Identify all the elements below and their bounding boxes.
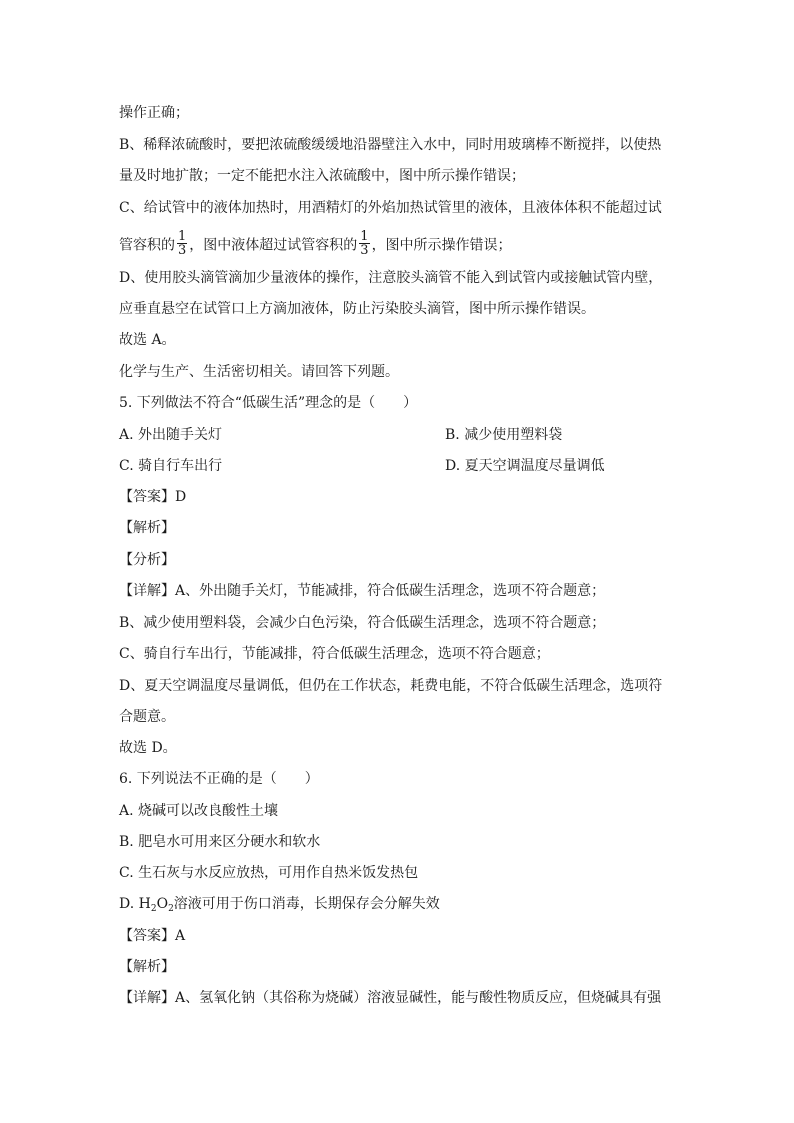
analysis-heading: 【解析】 — [119, 520, 175, 536]
subscript: 2 — [168, 904, 174, 914]
option-6c: C. 生石灰与水反应放热，可用作自热米饭发热包 — [119, 865, 419, 881]
answer-5: 【答案】D — [119, 489, 187, 505]
detail-line: 【详解】A、氢氧化钠（其俗称为烧碱）溶液显碱性，能与酸性物质反应，但烧碱具有强 — [119, 990, 662, 1006]
option-6d — [119, 894, 440, 914]
detail-line: D、夏天空调温度尽量调低，但仍在工作状态，耗费电能，不符合低碳生活理念，选项符 — [119, 678, 663, 694]
text-segment: ，图中所示操作错误； — [371, 237, 512, 254]
fraction-one-third — [177, 230, 187, 257]
option-5d: D. 夏天空调温度尽量调低 — [445, 458, 605, 474]
detail-line: 合题意。 — [119, 709, 175, 725]
fraction-numerator: 1 — [360, 229, 369, 244]
fraction-one-third — [359, 230, 369, 257]
text-line-with-fractions — [119, 229, 512, 259]
text-line: 操作正确； — [119, 105, 189, 121]
answer-6: 【答案】A — [119, 928, 186, 944]
text-segment: 溶液可用于伤口消毒，长期保存会分解失效 — [173, 896, 440, 912]
text-line: 量及时地扩散；一定不能把水注入浓硫酸中，图中所示操作错误； — [119, 168, 525, 184]
text-line: 化学与生产、生活密切相关。请回答下列题。 — [119, 364, 399, 380]
fraction-denominator: 3 — [178, 243, 187, 258]
question-6: 6. 下列说法不正确的是（ ） — [119, 771, 319, 787]
text-segment: O — [156, 896, 169, 912]
text-segment: 管容积的 — [119, 237, 175, 254]
fraction-denominator: 3 — [360, 243, 369, 258]
text-line: B、稀释浓硫酸时，要把浓硫酸缓缓地沿器壁注入水中，同时用玻璃棒不断搅拌，以使热 — [119, 137, 662, 153]
text-line: C、给试管中的液体加热时，用酒精灯的外焰加热试管里的液体，且液体体积不能超过试 — [119, 200, 662, 216]
detail-line: C、骑自行车出行，节能减排，符合低碳生活理念，选项不符合题意； — [119, 646, 550, 662]
detail-line: B、减少使用塑料袋，会减少白色污染，符合低碳生活理念，选项不符合题意； — [119, 615, 606, 631]
option-6b: B. 肥皂水可用来区分硬水和软水 — [119, 834, 321, 850]
option-5c: C. 骑自行车出行 — [119, 458, 223, 474]
fraction-numerator: 1 — [178, 229, 187, 244]
text-segment: D. H — [119, 896, 151, 912]
option-5b: B. 减少使用塑料袋 — [445, 427, 563, 443]
conclusion-5: 故选 D。 — [119, 740, 177, 756]
analysis-subheading: 【分析】 — [119, 552, 175, 568]
text-line: D、使用胶头滴管滴加少量液体的操作，注意胶头滴管不能入到试管内或接触试管内壁， — [119, 270, 663, 286]
text-line: 故选 A。 — [119, 332, 176, 348]
subscript: 2 — [150, 904, 157, 914]
detail-line: 【详解】A、外出随手关灯，节能减排，符合低碳生活理念，选项不符合题意； — [119, 583, 606, 599]
option-6a: A. 烧碱可以改良酸性土壤 — [119, 803, 279, 819]
option-5a: A. 外出随手关灯 — [119, 427, 223, 443]
text-segment: ，图中液体超过试管容积的 — [189, 237, 358, 254]
question-5: 5. 下列做法不符合“低碳生活”理念的是（ ） — [119, 395, 418, 411]
analysis-heading: 【解析】 — [119, 959, 175, 975]
text-line: 应垂直悬空在试管口上方滴加液体，防止污染胶头滴管，图中所示操作错误。 — [119, 301, 595, 317]
